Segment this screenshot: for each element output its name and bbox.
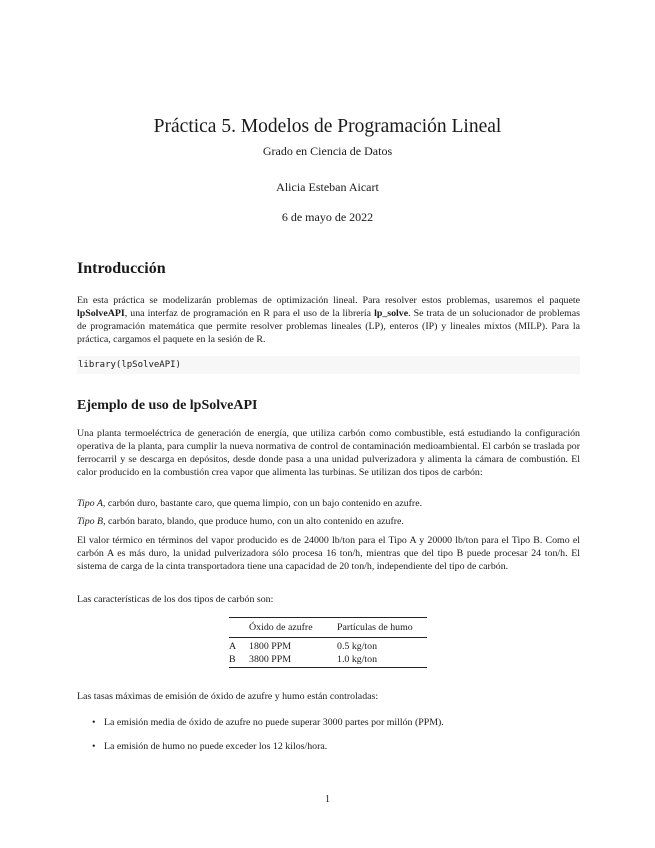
intro-paragraph (77, 294, 580, 346)
section-heading-example: Ejemplo de uso de lpSolveAPI (77, 398, 258, 413)
table-rule-mid (229, 637, 427, 638)
document-date: 6 de mayo de 2022 (281, 210, 374, 224)
bullet-icon: • (92, 717, 96, 728)
section-heading-introduction: Introducción (77, 260, 166, 277)
table-rule-bottom (229, 667, 427, 668)
table-cell-smoke: 0.5 kg/ton (337, 641, 378, 652)
table-cell-smoke: 1.0 kg/ton (337, 654, 378, 665)
list-item-text: La emisión de humo no puede exceder los 12 kilos/hora. (104, 741, 328, 752)
document-author: Alicia Esteban Aicart (276, 180, 379, 194)
intro-library-name: lp_solve (374, 308, 409, 319)
list-item-text: La emisión media de óxido de azufre no puede superar 3000 partes por millón (PPM). (104, 717, 444, 728)
list-item (77, 740, 580, 753)
example-paragraph-1: Una planta termoeléctrica de generación de energía, que utiliza carbón como combustible, está estudiando la configuración operativa de la planta, para cumplir la nueva normativa de control de contaminación medioambiental. El carbón se traslada por ferrocarril y se descarga en depósitos, desde donde pasa a una unidad pulverizadora y alimenta la cámara de combustión. El calor producido en la combustión crea vapor que alimenta las turbinas. Se utilizan dos tipos de carbón: (77, 428, 580, 478)
intro-text-e: . Se trata de un solucionador de problemas de programación matemática que permite resolver problemas lineales (LP), enteros (IP) y lineales mixtos (MILP). Para la práctica, cargamos el paquete en la sesión de R. (77, 308, 580, 345)
table-cell-type: B (229, 654, 236, 665)
intro-text-a: En esta práctica se modelizarán problemas de optimización lineal. Para resolver estos problemas, usaremos el paquete (77, 295, 580, 306)
type-b-label: Tipo B (77, 516, 104, 527)
bullet-icon: • (92, 741, 96, 752)
example-paragraph-4: Las tasas máximas de emisión de óxido de azufre y humo están controladas: (77, 691, 379, 702)
document-subtitle: Grado en Ciencia de Datos (262, 144, 393, 158)
intro-package-name: lpSolveAPI (77, 308, 125, 319)
type-b-paragraph (77, 515, 580, 528)
type-b-text: , carbón barato, blando, que produce humo, con un alto contenido en azufre. (103, 516, 404, 527)
table-header-smoke: Partículas de humo (337, 622, 413, 633)
type-a-text: , carbón duro, bastante caro, que quema limpio, con un bajo contenido en azufre. (102, 498, 423, 509)
example-paragraph-2: El valor térmico en términos del vapor producido es de 24000 lb/ton para el Tipo A y 20000 lb/ton para el Tipo B. Como el carbón A es más duro, la unidad pulverizadora sólo procesa 16 ton/h, mientras que del tipo B puede procesar 24 ton/h. El sistema de carga de la cinta transportadora tiene una capacidad de 20 ton/h, independiente del tipo de carbón. (77, 535, 580, 572)
document-title: Práctica 5. Modelos de Programación Lineal (153, 116, 502, 137)
table-header-sulfur: Óxido de azufre (249, 622, 313, 633)
table-cell-type: A (229, 641, 237, 652)
type-a-label: Tipo A (77, 498, 103, 509)
table-cell-sulfur: 3800 PPM (249, 654, 291, 665)
table-rule-top (229, 617, 427, 618)
page-number: 1 (325, 794, 330, 805)
constraint-list (77, 716, 580, 764)
list-item (77, 716, 580, 729)
type-a-paragraph (77, 497, 580, 510)
code-block: library(lpSolveAPI) (77, 356, 580, 374)
intro-text-c: , una interfaz de programación en R para el uso de la librería (124, 308, 375, 319)
example-paragraph-3: Las características de los dos tipos de carbón son: (77, 594, 274, 605)
table-cell-sulfur: 1800 PPM (249, 641, 291, 652)
